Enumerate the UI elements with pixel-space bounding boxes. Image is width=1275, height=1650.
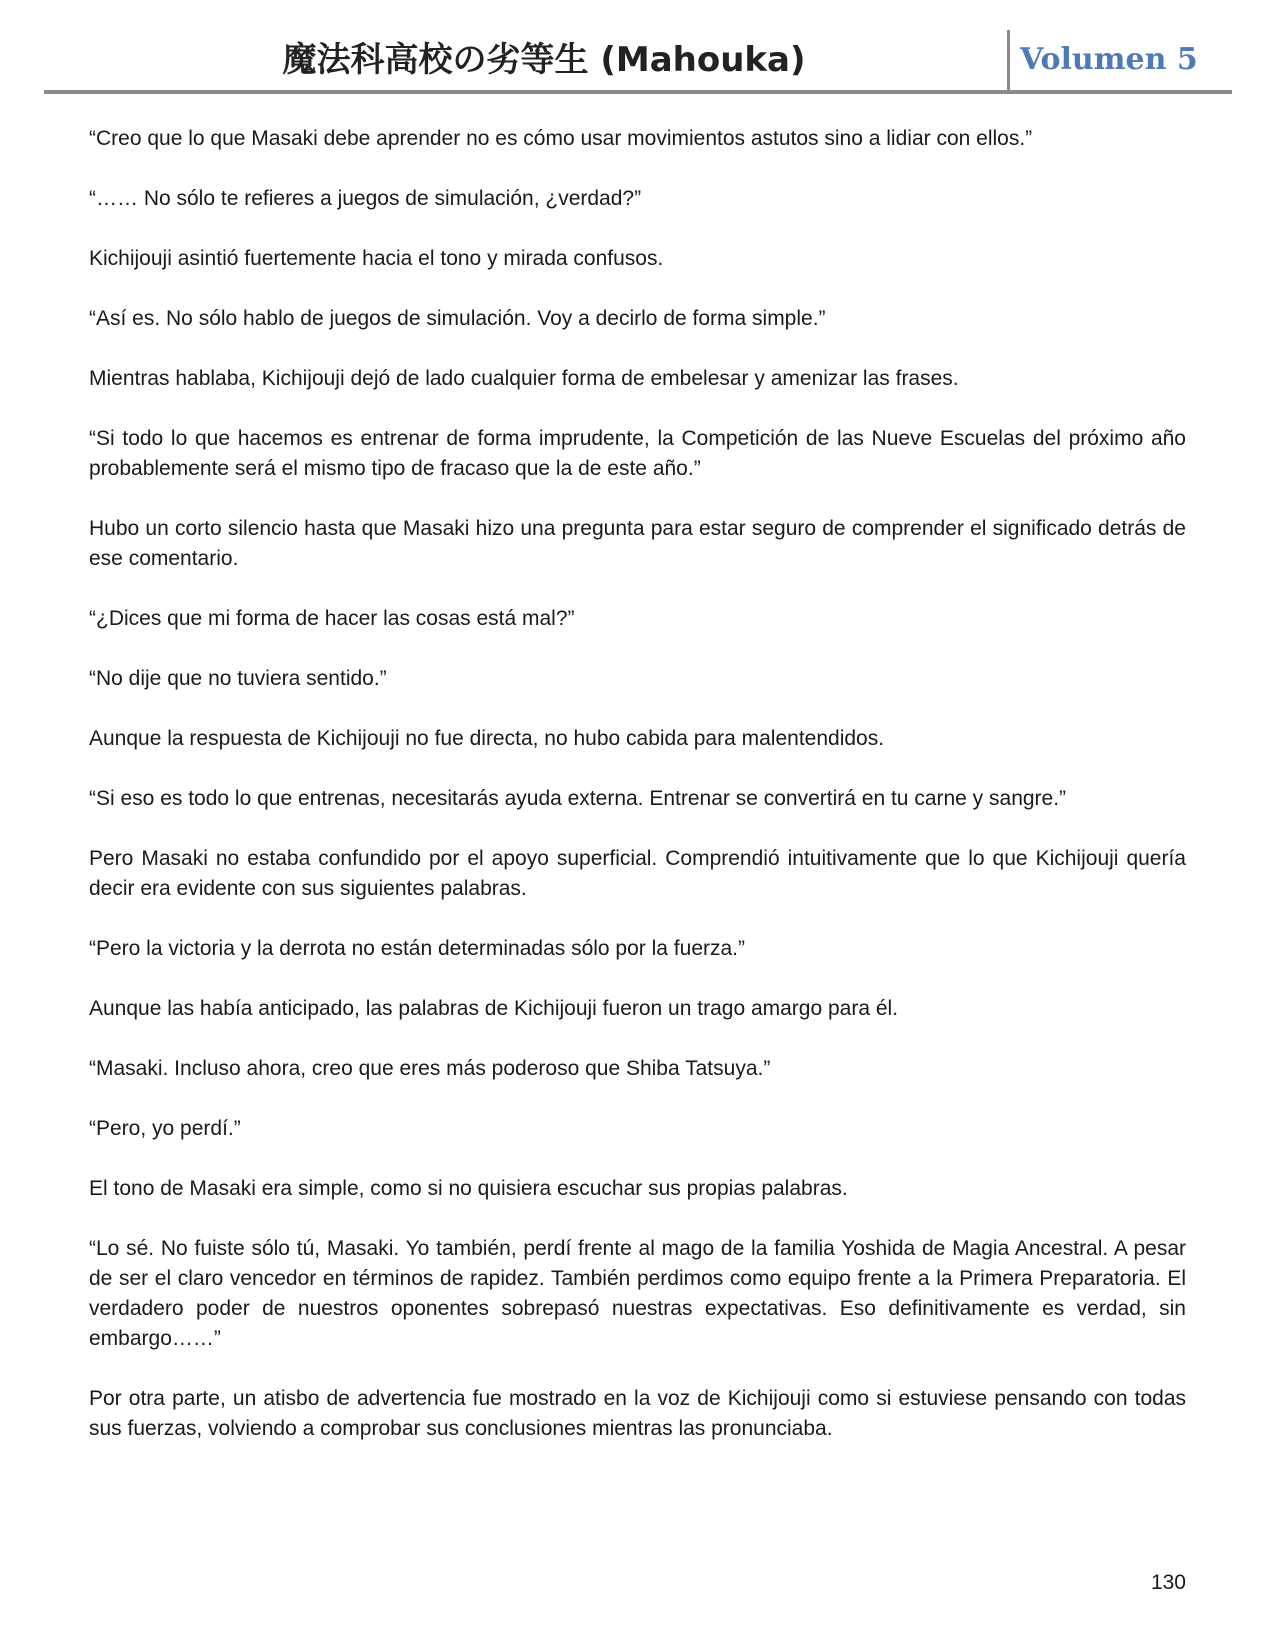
paragraph: Aunque la respuesta de Kichijouji no fue directa, no hubo cabida para malentendidos. (89, 727, 885, 750)
header-separator (1007, 30, 1010, 92)
paragraph: “Si eso es todo lo que entrenas, necesitarás ayuda externa. Entrenar se convertirá en tu carne y sangre.” (89, 787, 1067, 810)
volume-label: Volumen 5 (1020, 42, 1198, 77)
page-header (44, 30, 1232, 92)
paragraph: “¿Dices que mi forma de hacer las cosas está mal?” (89, 607, 575, 630)
header-rule (44, 90, 1232, 94)
paragraph: “Pero, yo perdí.” (89, 1117, 241, 1140)
paragraph: Pero Masaki no estaba confundido por el apoyo superficial. Comprendió intuitivamente que lo que Kichijouji quería decir era evidente con sus siguientes palabras. (89, 847, 1186, 900)
paragraph: “No dije que no tuviera sentido.” (89, 667, 387, 690)
paragraph: “Masaki. Incluso ahora, creo que eres más poderoso que Shiba Tatsuya.” (89, 1057, 771, 1080)
page-number: 130 (1150, 1571, 1186, 1594)
page-body (89, 124, 1186, 1474)
paragraph: Aunque las había anticipado, las palabras de Kichijouji fueron un trago amargo para él. (89, 997, 899, 1020)
paragraph: “Así es. No sólo hablo de juegos de simulación. Voy a decirlo de forma simple.” (89, 307, 826, 330)
paragraph: Por otra parte, un atisbo de advertencia fue mostrado en la voz de Kichijouji como si estuviese pensando con todas sus fuerzas, volviendo a comprobar sus conclusiones mientras las pronunciaba. (89, 1387, 1186, 1440)
paragraph: “Pero la victoria y la derrota no están determinadas sólo por la fuerza.” (89, 937, 745, 960)
paragraph: Mientras hablaba, Kichijouji dejó de lado cualquier forma de embelesar y amenizar las frases. (89, 367, 959, 390)
paragraph: “Si todo lo que hacemos es entrenar de forma imprudente, la Competición de las Nueve Escuelas del próximo año probablemente será el mismo tipo de fracaso que la de este año.” (89, 427, 1186, 480)
paragraph: Kichijouji asintió fuertemente hacia el tono y mirada confusos. (89, 247, 664, 270)
book-title: 魔法科高校の劣等生 (Mahouka) (282, 40, 806, 80)
paragraph: “Creo que lo que Masaki debe aprender no es cómo usar movimientos astutos sino a lidiar con ellos.” (89, 127, 1033, 150)
paragraph: Hubo un corto silencio hasta que Masaki hizo una pregunta para estar seguro de comprender el significado detrás de ese comentario. (89, 517, 1186, 570)
paragraph: “Lo sé. No fuiste sólo tú, Masaki. Yo también, perdí frente al mago de la familia Yoshida de Magia Ancestral. A pesar de ser el claro vencedor en términos de rapidez. También perdimos como equipo frente a la Primera Preparatoria. El verdadero poder de nuestros oponentes sobrepasó nuestras expectativas. Eso definitivamente es verdad, sin embargo……” (89, 1237, 1186, 1350)
paragraph: El tono de Masaki era simple, como si no quisiera escuchar sus propias palabras. (89, 1177, 848, 1200)
paragraph: “…… No sólo te refieres a juegos de simulación, ¿verdad?” (89, 187, 642, 210)
